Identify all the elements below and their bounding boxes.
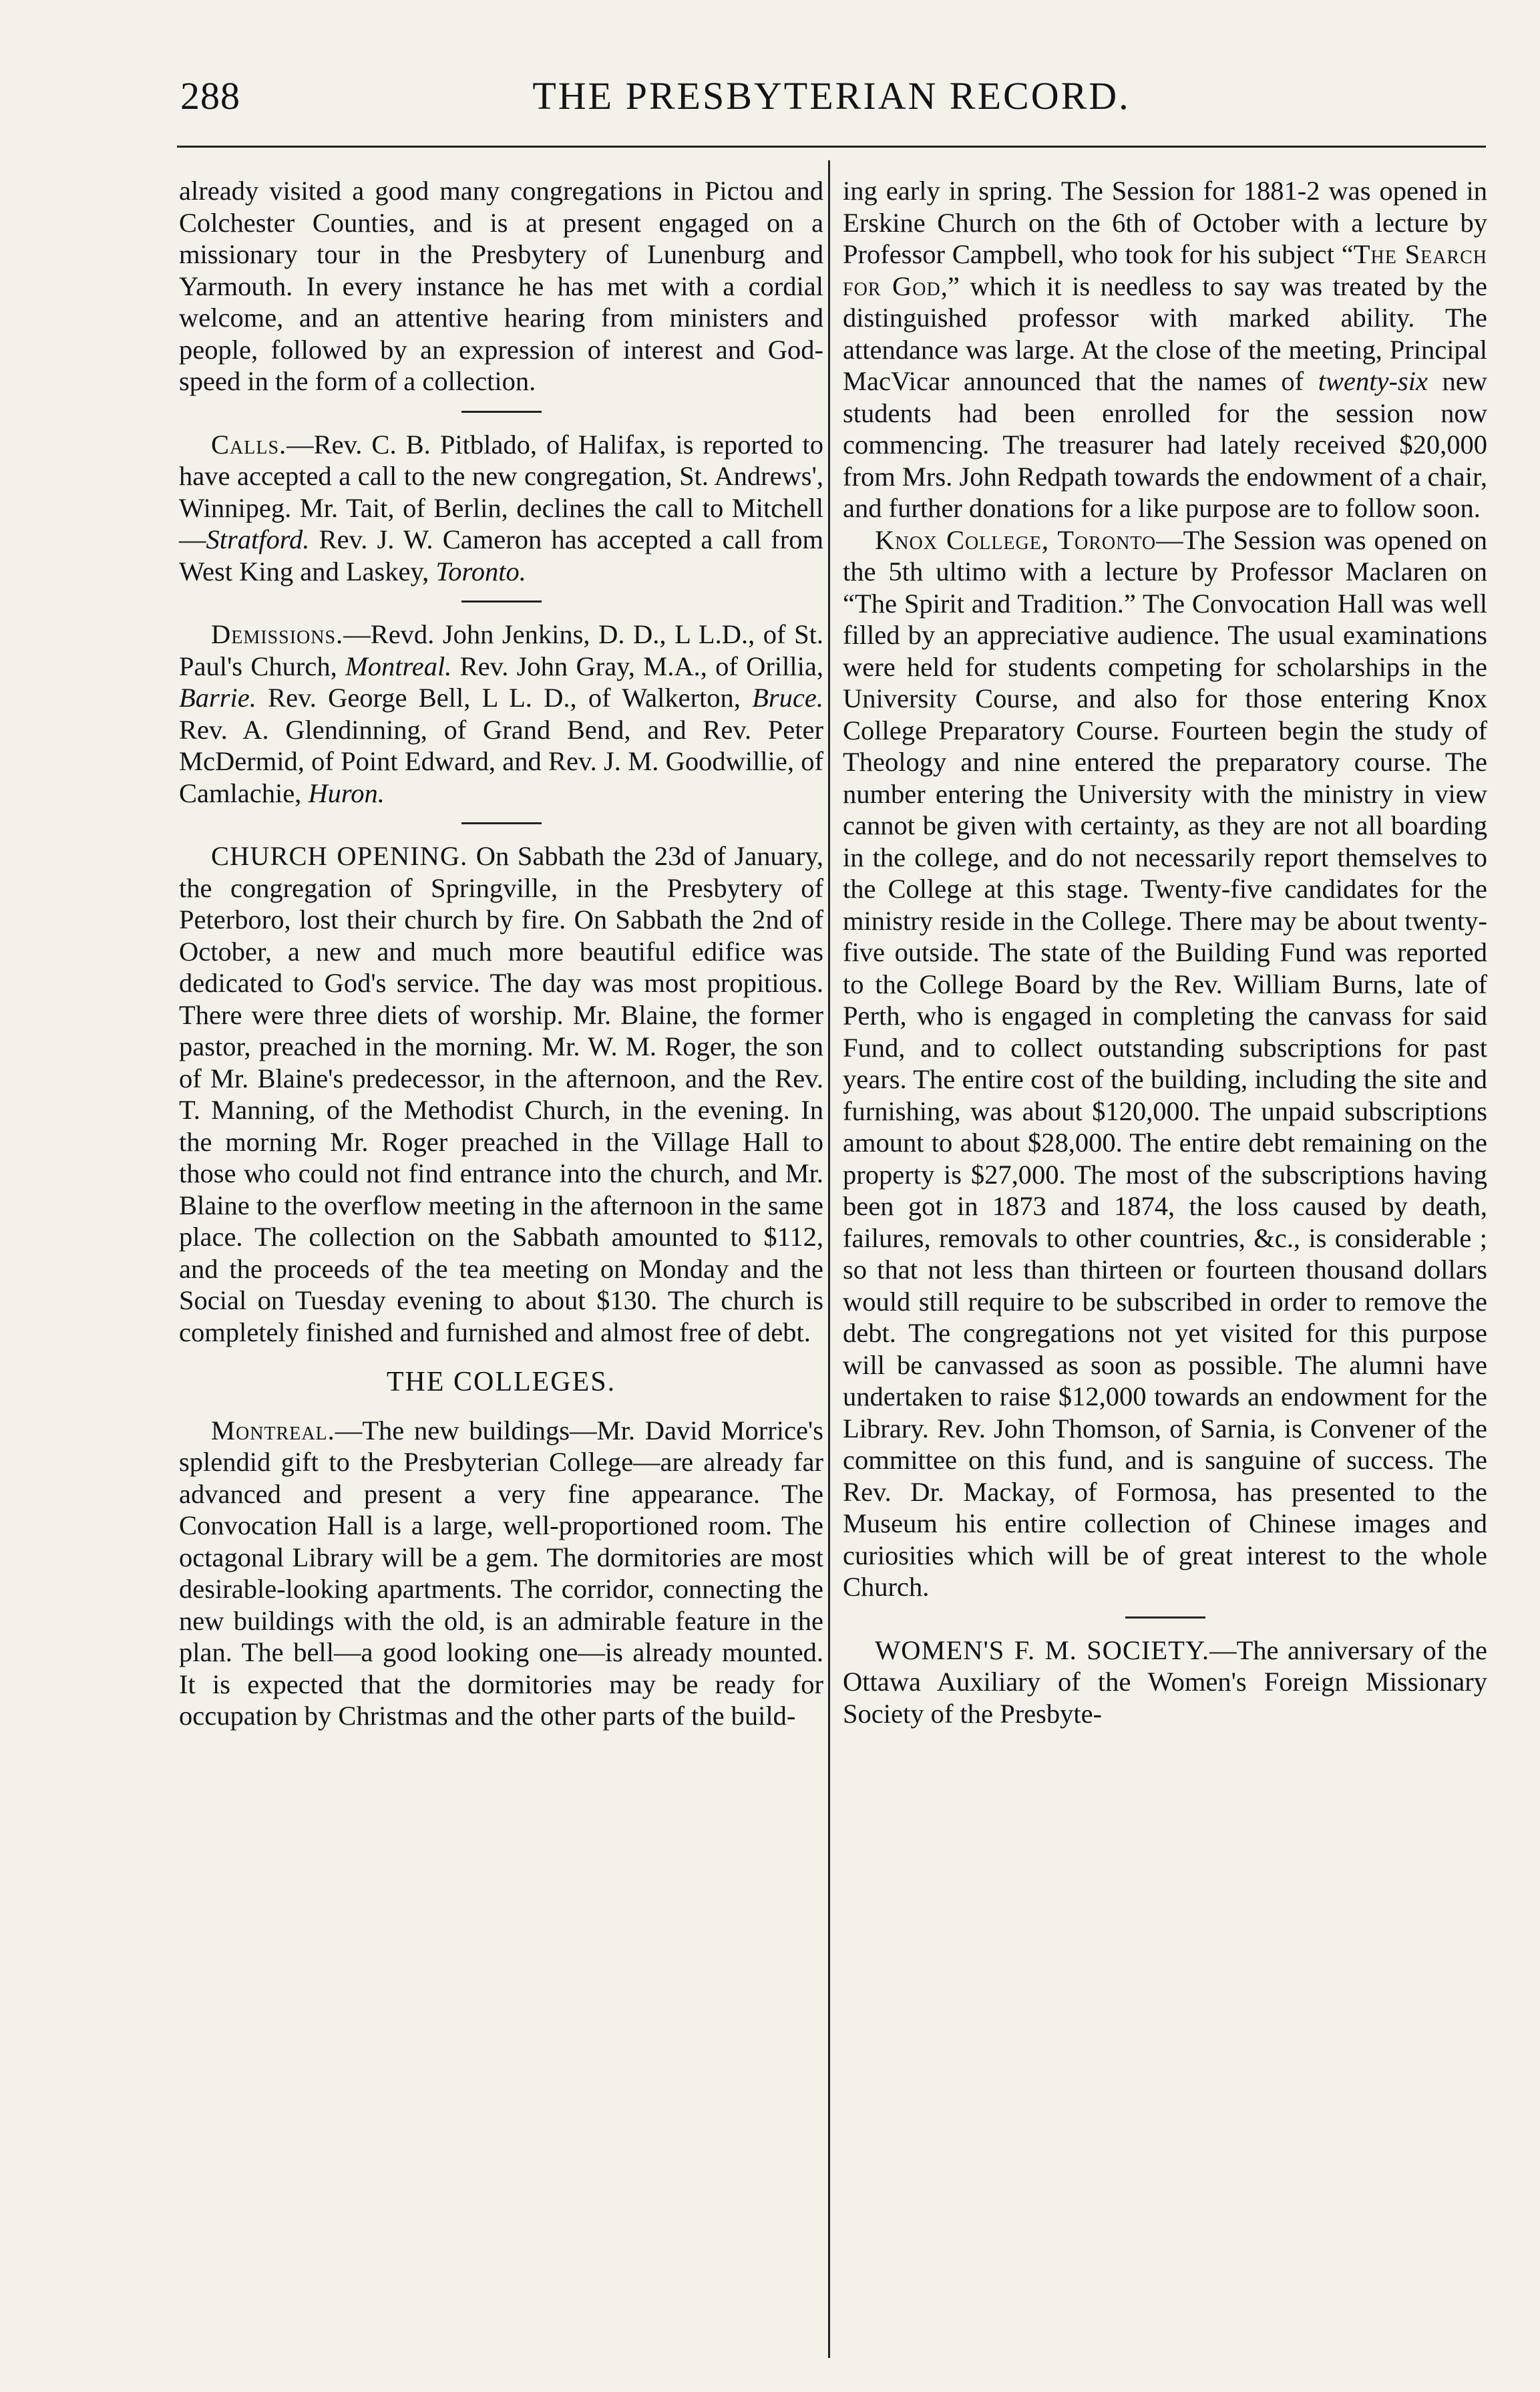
demissions-text-3: Rev. George Bell, L L. D., of Walkerton, xyxy=(256,683,753,713)
demissions-paragraph xyxy=(179,619,823,809)
colleges-heading: THE COLLEGES. xyxy=(386,1367,616,1397)
knox-text: —The Session was opened on the 5th ultimo with a lecture by Professor Maclaren on “The Spirit and Tradition.” The Convocation Hall was well filled by an appreciative audience. The usual examinations were held for students competing for scholarships in the University Course, and also for those entering Knox College Preparatory Course. Fourteen begin the study of Theology and nine entered the preparatory course. The number entering the University with the ministry in view cannot be given with certainty, as they are not all boarding in the college, and do not necessarily report themselves to the College at this stage. Twenty-five candidates for the ministry reside in the College. There may be about twenty-five outside. The state of the Building Fund was reported to the College Board by the Rev. William Burns, late of Perth, who is engaged in completing the canvass for said Fund, and to collect outstanding subscriptions for past years. The entire cost of the building, including the site and furnishing, was about $120,000. The unpaid subscriptions amount to about $28,000. The entire debt remaining on the property is $27,000. The most of the subscriptions having been got in 1873 and 1874, the loss caused by death, failures, removals to other countries, &c., is considerable ; so that not less than thirteen or fourteen thousand dollars would still require to be subscribed in order to remove the debt. The congregations not yet visited for this purpose will be canvassed as soon as possible. The alumni have undertaken to raise $12,000 towards an endowment for the Library. Rev. John Thomson, of Sarnia, is Convener of the committee on this fund, and is sanguine of success. The Rev. Dr. Mackay, of Formosa, has presented to the Museum his entire collection of Chinese images and curiosities which will be of great interest to the whole Church. xyxy=(843,524,1487,1602)
montreal-paragraph xyxy=(179,1415,823,1732)
demissions-text-2: Rev. John Gray, M.A., of Orillia, xyxy=(451,651,823,681)
section-separator xyxy=(461,822,542,824)
calls-text-2: Rev. J. W. Cameron has accepted a call from West King and Laskey, xyxy=(179,524,823,586)
demissions-place-2: Barrie. xyxy=(179,683,256,713)
intro-paragraph: already visited a good many congregations in Pictou and Colchester Counties, and is at present engaged on a missionary tour in the Presbytery of Lunenburg and Yarmouth. In every instance he has met with a cordial welcome, and an attentive hearing from ministers and people, followed by an expression of interest and God-speed in the form of a collection. xyxy=(179,176,823,396)
montreal-cont-text-1: ing early in spring. The Session for 1881-2 was opened in Erskine Church on the 6th of October with a lecture by Professor Campbell, who took for his subject “ xyxy=(843,176,1487,269)
section-separator xyxy=(461,411,542,413)
calls-text-1: —Rev. C. B. Pitblado, of Halifax, is reported to have accepted a call to the new congregation, St. Andrews', Winnipeg. Mr. Tait, of Berlin, declines the call to Mitchell — xyxy=(179,429,823,554)
page-number: 288 xyxy=(180,74,240,118)
running-title: THE PRESBYTERIAN RECORD. xyxy=(532,74,1131,118)
montreal-cont-text-3: new students had been enrolled for the session now commencing. The treasurer had lately received $20,000 from Mrs. John Redpath towards the endowment of a chair, and further donations for a like purpose are to follow soon. xyxy=(843,366,1487,523)
left-column xyxy=(179,175,823,1732)
calls-paragraph xyxy=(179,429,823,588)
header-rule xyxy=(177,146,1486,148)
womens-society-paragraph xyxy=(843,1635,1487,1730)
section-separator xyxy=(1125,1616,1205,1618)
demissions-place-3: Bruce. xyxy=(752,683,823,713)
calls-place-2: Toronto. xyxy=(435,556,526,586)
demissions-heading: Demissions. xyxy=(211,619,344,649)
section-separator xyxy=(461,601,542,603)
demissions-place-4: Huron. xyxy=(308,778,385,808)
church-opening-text: On Sabbath the 23d of January, the congregation of Springville, in the Presbytery of Peterboro, lost their church by fire. On Sabbath the 2nd of October, a new and much more beautiful edifice was dedicated to God's service. The day was most propitious. There were three diets of worship. Mr. Blaine, the former pastor, preached in the morning. Mr. W. M. Roger, the son of Mr. Blaine's predecessor, in the afternoon, and the Rev. T. Manning, of the Methodist Church, in the evening. In the morning Mr. Roger preached in the Village Hall to those who could not find entrance into the church, and Mr. Blaine to the overflow meeting in the afternoon in the same place. The collection on the Sabbath amounted to $112, and the proceeds of the tea meeting on Monday and the Social on Tuesday evening to about $130. The church is completely finished and furnished and almost free of debt. xyxy=(179,841,823,1347)
womens-society-text: —The anniversary of the Ottawa Auxiliary of the Women's Foreign Missionary Society of the Presbyte- xyxy=(843,1635,1487,1729)
page-header xyxy=(180,73,1483,134)
student-count: twenty-six xyxy=(1318,366,1428,396)
demissions-text-1: —Revd. John Jenkins, D. D., L L.D., of St. Paul's Church, xyxy=(179,619,823,681)
demissions-text-4: Rev. A. Glendinning, of Grand Bend, and Rev. Peter McDermid, of Point Edward, and Rev. J. M. Goodwillie, of Camlachie, xyxy=(179,714,823,808)
montreal-cont-text-2: ,” which it is needless to say was treated by the distinguished professor with marked ability. The attendance was large. At the close of the meeting, Principal MacVicar announced that the names of xyxy=(843,271,1487,396)
right-column xyxy=(843,175,1487,1729)
montreal-text: —The new buildings—Mr. David Morrice's splendid gift to the Presbyterian College—are already far advanced and present a very fine appearance. The Convocation Hall is a large, well-proportioned room. The octagonal Library will be a gem. The dormitories are most desirable-looking apartments. The corridor, connecting the new buildings with the old, is an admirable feature in the plan. The bell—a good looking one—is already mounted. It is expected that the dormitories may be ready for occupation by Christmas and the other parts of the build- xyxy=(179,1415,823,1731)
column-divider xyxy=(828,160,830,2358)
montreal-continued-paragraph xyxy=(843,175,1487,524)
church-opening-paragraph xyxy=(179,840,823,1348)
calls-place-1: Stratford. xyxy=(206,524,310,554)
montreal-heading: Montreal. xyxy=(211,1415,335,1445)
womens-society-heading: WOMEN'S F. M. SOCIETY. xyxy=(875,1635,1210,1665)
knox-paragraph xyxy=(843,524,1487,1603)
demissions-place-1: Montreal. xyxy=(345,651,452,681)
calls-heading: Calls. xyxy=(211,429,287,460)
knox-heading: Knox College, Toronto xyxy=(875,524,1157,555)
church-opening-heading: CHURCH OPENING. xyxy=(211,841,468,871)
lecture-subject: The Search for God xyxy=(843,239,1487,301)
